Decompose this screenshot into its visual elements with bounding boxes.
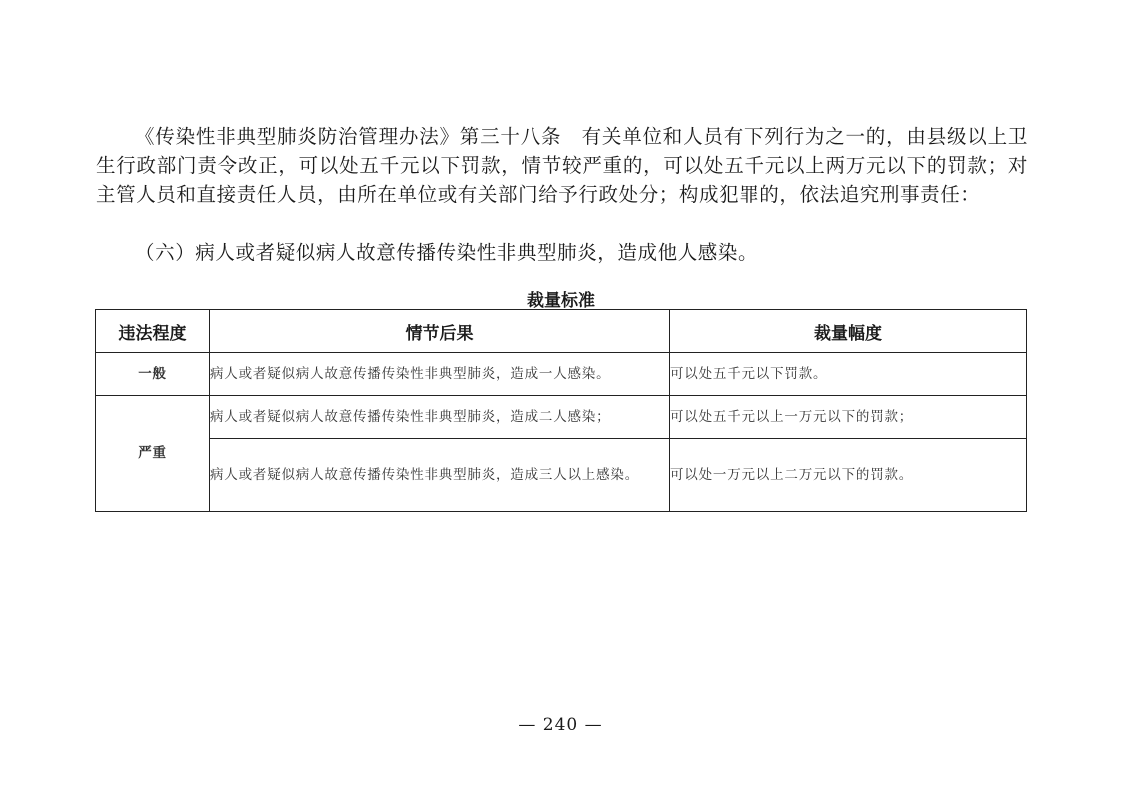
- table-title: 裁量标准: [527, 291, 595, 311]
- penalty-cell: 可以处五千元以下罚款。: [670, 353, 1027, 396]
- header-violation-degree: 违法程度: [96, 310, 210, 353]
- table-row: [96, 439, 1027, 512]
- page-number: — 240 —: [518, 715, 603, 735]
- header-consequence: 情节后果: [210, 310, 670, 353]
- table-header-row: [96, 310, 1027, 353]
- clause-paragraph: （六）病人或者疑似病人故意传播传染性非典型肺炎，造成他人感染。: [135, 241, 759, 264]
- penalty-cell: 可以处五千元以上一万元以下的罚款；: [670, 396, 1027, 439]
- consequence-cell: 病人或者疑似病人故意传播传染性非典型肺炎，造成三人以上感染。: [210, 439, 670, 512]
- consequence-cell: 病人或者疑似病人故意传播传染性非典型肺炎，造成一人感染。: [210, 353, 670, 396]
- consequence-cell: 病人或者疑似病人故意传播传染性非典型肺炎，造成二人感染；: [210, 396, 670, 439]
- article-paragraph: 《传染性非典型肺炎防治管理办法》第三十八条 有关单位和人员有下列行为之一的，由县级以上卫生行政部门责令改正，可以处五千元以下罚款，情节较严重的，可以处五千元以上两万元以下的罚款；对主管人员和直接责任人员，由所在单位或有关部门给予行政处分；构成犯罪的，依法追究刑事责任：: [96, 125, 1028, 206]
- level-cell: 一般: [96, 353, 210, 396]
- discretion-table: [95, 309, 1027, 512]
- table-row: [96, 353, 1027, 396]
- level-cell: 严重: [96, 396, 210, 512]
- penalty-cell: 可以处一万元以上二万元以下的罚款。: [670, 439, 1027, 512]
- header-penalty-range: 裁量幅度: [670, 310, 1027, 353]
- table-row: [96, 396, 1027, 439]
